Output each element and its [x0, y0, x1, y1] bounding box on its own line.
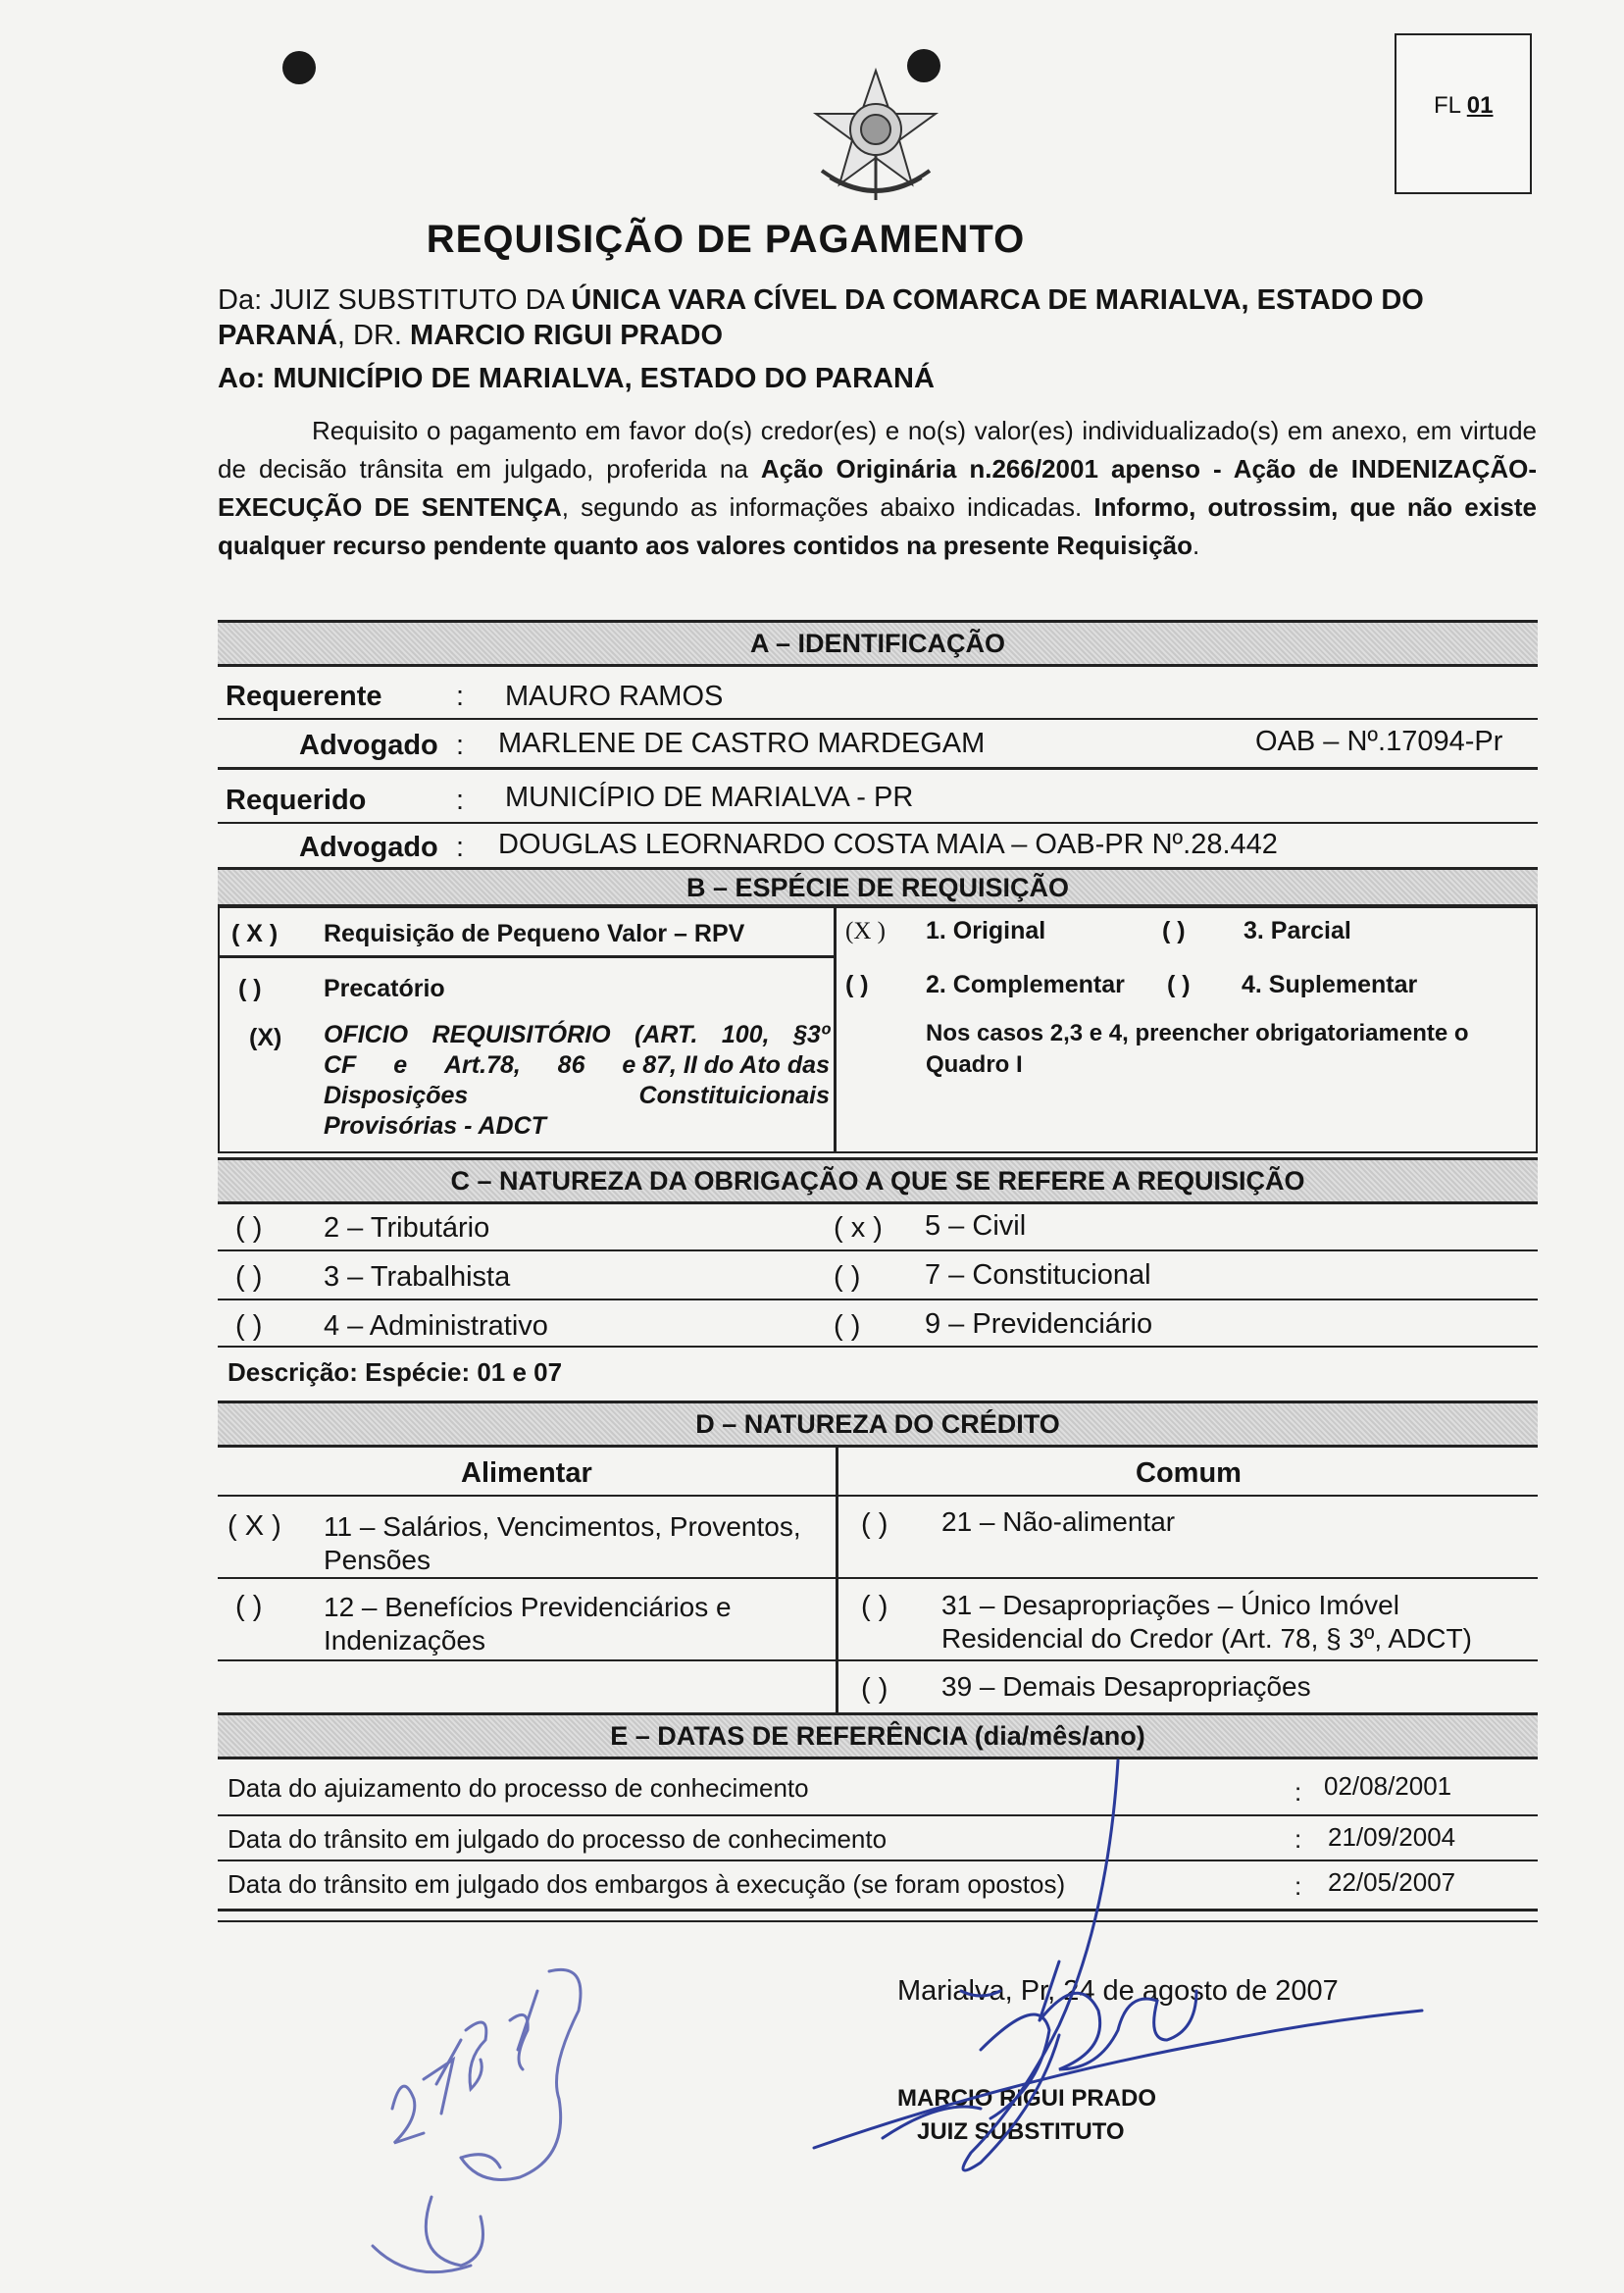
divider: [218, 1920, 1538, 1922]
obrigacao-item: 4 – Administrativo: [324, 1310, 548, 1342]
obrigacao-mark: ( ): [235, 1261, 263, 1293]
signer-name: MARCIO RIGUI PRADO: [897, 2085, 1156, 2112]
obrigacao-item: 9 – Previdenciário: [925, 1308, 1153, 1340]
obrigacao-item: 7 – Constitucional: [925, 1259, 1151, 1291]
section-d-header: D – NATUREZA DO CRÉDITO: [218, 1401, 1538, 1448]
comum-header: Comum: [1136, 1457, 1242, 1489]
divider: [218, 718, 1538, 720]
divider: [218, 822, 1538, 824]
alimentar-header: Alimentar: [461, 1457, 592, 1489]
data-value: 02/08/2001: [1324, 1771, 1452, 1801]
obrigacao-mark: ( ): [235, 1310, 263, 1342]
requerido-label: Requerido: [226, 785, 367, 816]
obrigacao-mark: ( ): [834, 1310, 861, 1342]
to-line: Ao: MUNICÍPIO DE MARIALVA, ESTADO DO PARANÁ: [218, 363, 935, 394]
credito-11: 11 – Salários, Vencimentos, Proventos, Pensões: [324, 1511, 801, 1575]
divider: [218, 1346, 1538, 1348]
original-label: 1. Original: [926, 917, 1046, 944]
suplementar-label: 4. Suplementar: [1242, 971, 1418, 998]
punch-hole-left: [282, 51, 316, 84]
divider: [218, 955, 834, 958]
page-number: FL 01: [1434, 92, 1494, 119]
rpv-label: Requisição de Pequeno Valor – RPV: [324, 920, 745, 947]
colon: :: [456, 730, 465, 761]
credito-12: 12 – Benefícios Previdenciários e Indenizações: [324, 1592, 732, 1656]
advogado-label: Advogado: [299, 832, 438, 863]
data-label: Data do trânsito em julgado do processo de conhecimento: [228, 1824, 888, 1854]
oab-value: OAB – Nº.17094-Pr: [1255, 726, 1503, 757]
section-c-header: C – NATUREZA DA OBRIGAÇÃO A QUE SE REFERE A REQUISIÇÃO: [218, 1157, 1538, 1204]
colon: :: [456, 832, 465, 863]
intro-paragraph: Requisito o pagamento em favor do(s) credor(es) e no(s) valor(es) individualizado(s) em anexo, em virtude de decisão trânsita em julgado, proferida na Ação Originária n.266/2001 apenso - Ação de INDENIZAÇÃO-EXECUÇÃO DE SENTENÇA, segundo as informações abaixo indicadas. Informo, outrossim, que não existe qualquer recurso pendente quanto aos valores contidos na presente Requisição.: [218, 416, 1538, 560]
obrigacao-item: 3 – Trabalhista: [324, 1261, 511, 1293]
precatorio-mark: ( ): [238, 975, 262, 1002]
divider: [218, 1860, 1538, 1861]
credito-mark: ( ): [861, 1591, 888, 1622]
colon: :: [1294, 1777, 1302, 1807]
obrigacao-item: 5 – Civil: [925, 1210, 1027, 1242]
precatorio-label: Precatório: [324, 975, 445, 1002]
divider: [218, 1659, 1538, 1661]
place-date: Marialva, Pr, 24 de agosto de 2007: [897, 1975, 1339, 2007]
requerente-value: MAURO RAMOS: [505, 681, 724, 712]
credito-mark: ( ): [235, 1591, 263, 1622]
obrigacao-mark: ( ): [834, 1261, 861, 1293]
descricao: Descrição: Espécie: 01 e 07: [228, 1357, 563, 1387]
divider: [218, 1577, 1538, 1579]
divider: [218, 1249, 1538, 1251]
complementar-mark: ( ): [845, 971, 869, 998]
colon: :: [1294, 1871, 1302, 1901]
credito-mark: ( ): [861, 1673, 888, 1705]
section-e-header: E – DATAS DE REFERÊNCIA (dia/mês/ano): [218, 1712, 1538, 1759]
credito-31: 31 – Desapropriações – Único Imóvel Residencial do Credor (Art. 78, § 3º, ADCT): [941, 1590, 1472, 1654]
credito-21: 21 – Não-alimentar: [941, 1506, 1176, 1537]
requerido-value: MUNICÍPIO DE MARIALVA - PR: [505, 782, 914, 813]
divider: [218, 767, 1538, 770]
complementar-label: 2. Complementar: [926, 971, 1125, 998]
colon: :: [456, 785, 465, 816]
data-label: Data do trânsito em julgado dos embargos à execução (se foram opostos): [228, 1869, 1066, 1899]
colon: :: [456, 681, 465, 712]
data-label: Data do ajuizamento do processo de conhecimento: [228, 1773, 809, 1803]
page-number-box: [1395, 33, 1532, 194]
signer-role: JUIZ SUBSTITUTO: [917, 2118, 1125, 2145]
credito-mark: ( X ): [228, 1510, 281, 1542]
original-mark: (X ): [845, 918, 886, 944]
advogado-label: Advogado: [299, 730, 438, 761]
parcial-label: 3. Parcial: [1243, 917, 1351, 944]
data-value: 22/05/2007: [1328, 1867, 1456, 1897]
parcial-mark: ( ): [1162, 917, 1186, 944]
section-a-header: A – IDENTIFICAÇÃO: [218, 620, 1538, 667]
oficio-text: OFICIO REQUISITÓRIO (ART. 100, §3º CF e Art.78, 86 e 87, II do Ato das Disposições Constituicionais Provisórias - ADCT: [324, 1021, 830, 1140]
divider: [218, 1495, 1538, 1497]
obrigacao-item: 2 – Tributário: [324, 1212, 490, 1244]
rpv-mark: ( X ): [231, 920, 279, 947]
divider: [218, 1909, 1538, 1911]
requerente-label: Requerente: [226, 681, 382, 712]
advogado-value: DOUGLAS LEORNARDO COSTA MAIA – OAB-PR Nº.28.442: [498, 829, 1278, 860]
quadro-note: Nos casos 2,3 e 4, preencher obrigatoriamente o Quadro I: [926, 1020, 1469, 1078]
suplementar-mark: ( ): [1167, 971, 1191, 998]
credito-39: 39 – Demais Desapropriações: [941, 1671, 1311, 1702]
section-b-header: B – ESPÉCIE DE REQUISIÇÃO: [218, 867, 1538, 908]
divider: [218, 1814, 1538, 1816]
section-d-column-divider: [836, 1446, 838, 1712]
data-value: 21/09/2004: [1328, 1822, 1456, 1852]
colon: :: [1294, 1824, 1302, 1854]
advogado-value: MARLENE DE CASTRO MARDEGAM: [498, 728, 986, 759]
obrigacao-mark: ( ): [235, 1212, 263, 1244]
document-title: REQUISIÇÃO DE PAGAMENTO: [426, 218, 1026, 261]
obrigacao-mark: ( x ): [834, 1212, 883, 1244]
divider: [218, 1299, 1538, 1300]
oficio-mark: (X): [249, 1024, 282, 1051]
coat-of-arms-icon: [802, 63, 949, 210]
credito-mark: ( ): [861, 1508, 888, 1540]
from-line: Da: JUIZ SUBSTITUTO DA ÚNICA VARA CÍVEL DA COMARCA DE MARIALVA, ESTADO DO PARANÁ, DR. MARCIO RIGUI PRADO: [218, 284, 1424, 351]
